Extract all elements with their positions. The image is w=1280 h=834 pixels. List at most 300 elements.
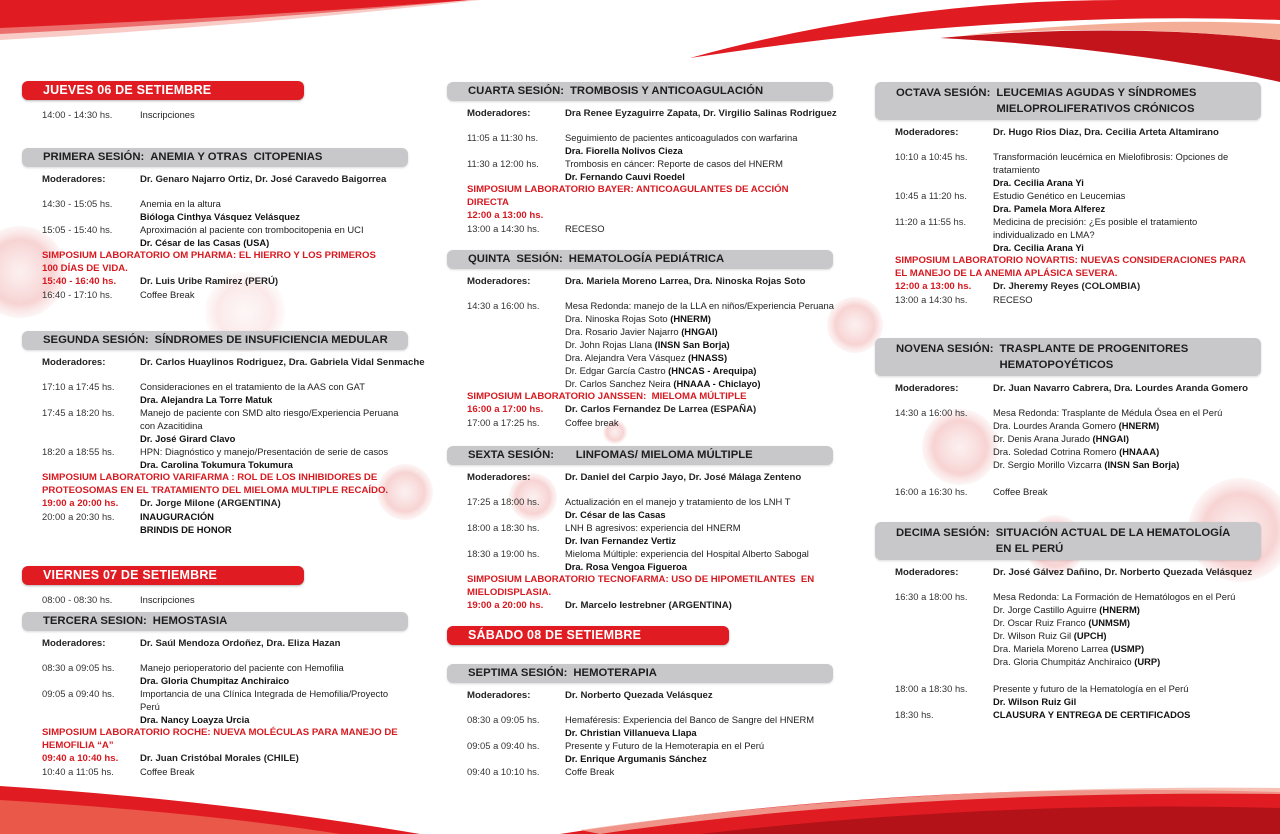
symposium-title: PROTEOSOMAS EN EL TRATAMIENTO DEL MIELOMA MULTIPLE RECAÍDO. bbox=[42, 485, 389, 496]
session-label: NOVENA SESIÓN: bbox=[896, 343, 994, 355]
symposium-title: SIMPOSIUM LABORATORIO JANSSEN: MIELOMA MÚLTIPLE bbox=[467, 391, 747, 402]
session-header bbox=[875, 522, 1261, 560]
session-label: TERCERA SESION: bbox=[43, 615, 147, 627]
symposium-speaker: Dr. Carlos Fernandez De Larrea (ESPAÑA) bbox=[565, 404, 757, 415]
session-title bbox=[996, 85, 1196, 117]
speaker-name bbox=[140, 432, 399, 445]
time-slot: 08:00 - 08:30 hs. bbox=[42, 594, 113, 605]
symposium-time: 16:00 a 17:00 hs. bbox=[467, 404, 544, 415]
session-title-line: SITUACIÓN ACTUAL DE LA HEMATOLOGÍA bbox=[995, 527, 1231, 539]
line-text: Manejo perioperatorio del paciente con Hemofilia bbox=[140, 662, 344, 673]
speaker-name bbox=[565, 170, 783, 183]
moderators-label: Moderadores: bbox=[42, 638, 106, 649]
session-title-line: HEMOTERAPIA bbox=[573, 667, 657, 679]
moderators-label: Moderadores: bbox=[895, 127, 959, 138]
line-text: Dr. Edgar García Castro bbox=[565, 365, 669, 376]
institution-tag: (HNERM) bbox=[1118, 420, 1160, 431]
topic-line bbox=[140, 661, 344, 674]
speaker-name bbox=[565, 144, 797, 157]
session-title-line: EN EL PERÚ bbox=[995, 543, 1064, 555]
topic-line bbox=[565, 521, 741, 534]
line-text: Dr. José Girard Clavo bbox=[140, 433, 236, 444]
session-section bbox=[875, 522, 1261, 721]
session-title-line: HEMATOLOGÍA PEDIÁTRICA bbox=[568, 253, 725, 265]
time-slot: 16:00 a 16:30 hs. bbox=[895, 486, 968, 497]
schedule-row bbox=[875, 485, 1261, 498]
topic-line bbox=[565, 351, 834, 364]
schedule-row bbox=[22, 288, 408, 301]
topic-line bbox=[565, 495, 790, 508]
moderators-names: Dr. Daniel del Carpio Jayo, Dr. José Málaga Zenteno bbox=[565, 472, 802, 483]
institution-tag: (HNCAS - Arequipa) bbox=[668, 365, 757, 376]
line-text: Dr. Denis Arana Jurado bbox=[993, 433, 1093, 444]
institution-tag: (HNASS) bbox=[688, 352, 728, 363]
speaker-name bbox=[140, 236, 364, 249]
session-title bbox=[576, 447, 753, 464]
time-slot: 20:00 a 20:30 hs. bbox=[42, 511, 115, 522]
speaker-name bbox=[993, 241, 1197, 254]
line-text: Dr. César de las Casas bbox=[565, 509, 666, 520]
time-slot: 18:00 a 18:30 hs. bbox=[467, 522, 540, 533]
row-content bbox=[565, 765, 614, 778]
topic-line bbox=[140, 380, 365, 393]
moderators-label: Moderadores: bbox=[42, 174, 106, 185]
time-slot: 10:45 a 11:20 hs. bbox=[895, 190, 967, 201]
session-title-line: ANEMIA Y OTRAS CITOPENIAS bbox=[150, 151, 323, 163]
topic-line bbox=[993, 458, 1222, 471]
topic-line bbox=[565, 416, 619, 429]
session-title bbox=[153, 613, 227, 630]
topic-line bbox=[565, 131, 797, 144]
row-content bbox=[993, 590, 1235, 668]
schedule-row bbox=[875, 708, 1261, 721]
institution-tag: (UPCH) bbox=[1073, 630, 1107, 641]
time-slot: 09:05 a 09:40 hs. bbox=[42, 688, 115, 699]
symposium-row bbox=[22, 752, 408, 765]
topic-line bbox=[140, 419, 399, 432]
line-text: Dra. Alejandra La Torre Matuk bbox=[140, 394, 273, 405]
session-header bbox=[875, 338, 1261, 376]
row-content bbox=[993, 406, 1222, 471]
speaker-name bbox=[140, 713, 388, 726]
line-text: Dra. Rosa Vengoa Figueroa bbox=[565, 561, 687, 572]
symposium-title: SIMPOSIUM LABORATORIO NOVARTIS: NUEVAS CONSIDERACIONES PARA bbox=[895, 255, 1246, 266]
schedule-row bbox=[22, 108, 408, 121]
day-section bbox=[447, 626, 833, 645]
line-text: LNH B agresivos: experiencia del HNERM bbox=[565, 522, 741, 533]
topic-line bbox=[140, 765, 195, 778]
time-slot: 14:30 a 16:00 hs. bbox=[895, 407, 968, 418]
day-section bbox=[22, 81, 408, 121]
line-text: Coffee Break bbox=[140, 289, 195, 300]
schedule-row bbox=[447, 299, 833, 390]
row-content bbox=[565, 547, 809, 573]
session-section bbox=[22, 148, 408, 301]
moderators bbox=[447, 275, 833, 288]
line-text: RECESO bbox=[565, 223, 605, 234]
session-label: CUARTA SESIÓN: bbox=[468, 85, 565, 97]
line-text: Dr. Wilson Ruiz Gil bbox=[993, 630, 1074, 641]
topic-line bbox=[565, 338, 834, 351]
topic-line bbox=[993, 485, 1048, 498]
line-text: CLAUSURA Y ENTREGA DE CERTIFICADOS bbox=[993, 709, 1191, 720]
moderators-label: Moderadores: bbox=[467, 690, 531, 701]
row-content bbox=[140, 406, 399, 445]
moderators-label: Moderadores: bbox=[467, 108, 531, 119]
session-title bbox=[573, 665, 656, 682]
speaker-name bbox=[565, 560, 809, 573]
symposium-title: HEMOFILIA “A” bbox=[42, 740, 114, 751]
topic-line bbox=[565, 222, 605, 235]
symposium-row bbox=[22, 275, 408, 288]
session-title bbox=[150, 149, 322, 166]
symposium-speaker: Dr. Luis Uribe Ramirez (PERÚ) bbox=[140, 276, 279, 287]
line-text: Dr. Jorge Castillo Aguirre bbox=[993, 604, 1100, 615]
moderators-names: Dra. Mariela Moreno Larrea, Dra. Ninoska Rojas Soto bbox=[565, 276, 806, 287]
line-text: HPN: Diagnóstico y manejo/Presentación de serie de casos bbox=[140, 446, 389, 457]
row-content bbox=[993, 189, 1125, 215]
line-text: Dr. John Rojas Llana bbox=[565, 339, 655, 350]
time-slot: 17:45 a 18:20 hs. bbox=[42, 407, 115, 418]
line-text: Dra. Rosario Javier Najarro bbox=[565, 326, 682, 337]
symposium-block bbox=[447, 573, 833, 612]
session-section bbox=[22, 331, 425, 536]
speaker-name bbox=[993, 176, 1228, 189]
line-text: Dra. Soledad Cotrina Romero bbox=[993, 446, 1120, 457]
moderators-names: Dr. Genaro Najarro Ortiz, Dr. José Caravedo Baigorrea bbox=[140, 174, 387, 185]
line-text: BRINDIS DE HONOR bbox=[140, 524, 232, 535]
line-text: Presente y Futuro de la Hemoterapia en el Perú bbox=[565, 740, 765, 751]
row-content bbox=[993, 485, 1048, 498]
line-text: Dra. Gloria Chumpitaz Anchiraico bbox=[140, 675, 290, 686]
session-title-line: LINFOMAS/ MIELOMA MÚLTIPLE bbox=[575, 449, 753, 461]
line-text: Dr. Carlos Sanchez Neira bbox=[565, 378, 674, 389]
line-text: Coffe Break bbox=[565, 766, 615, 777]
topic-line bbox=[140, 197, 300, 210]
row-content bbox=[565, 739, 764, 765]
session-title-line: MIELOPROLIFERATIVOS CRÓNICOS bbox=[996, 103, 1195, 115]
symposium-time: 12:00 a 13:00 hs. bbox=[895, 281, 972, 292]
session-header bbox=[22, 148, 408, 167]
topic-line bbox=[993, 150, 1228, 163]
row-content bbox=[140, 765, 195, 778]
row-content bbox=[140, 687, 388, 726]
row-content bbox=[140, 661, 344, 687]
moderators bbox=[22, 637, 408, 650]
speaker-name bbox=[140, 510, 232, 523]
line-text: Dr. Fernando Cauvi Roedel bbox=[565, 171, 685, 182]
speaker-name bbox=[140, 458, 388, 471]
session-title bbox=[996, 525, 1231, 557]
line-text: Coffee Break bbox=[993, 486, 1048, 497]
institution-tag: (URP) bbox=[1134, 656, 1161, 667]
session-header bbox=[447, 82, 833, 101]
schedule-row bbox=[875, 406, 1261, 471]
line-text: Hemaféresis: Experiencia del Banco de Sangre del HNERM bbox=[565, 714, 815, 725]
schedule-row bbox=[22, 661, 408, 687]
moderators bbox=[875, 566, 1261, 579]
moderators bbox=[22, 173, 408, 186]
session-title-line: LEUCEMIAS AGUDAS Y SÍNDROMES bbox=[996, 87, 1197, 99]
line-text: Manejo de paciente con SMD alto riesgo/Experiencia Peruana bbox=[140, 407, 399, 418]
topic-line bbox=[993, 293, 1033, 306]
symposium-time: 15:40 - 16:40 hs. bbox=[42, 276, 117, 287]
moderators-names: Dr. Norberto Quezada Velásquez bbox=[565, 690, 713, 701]
time-slot: 11:20 a 11:55 hs. bbox=[895, 216, 967, 227]
time-slot: 18:20 a 18:55 hs. bbox=[42, 446, 115, 457]
line-text: con Azacitidina bbox=[140, 420, 203, 431]
schedule-row bbox=[22, 223, 408, 249]
line-text: Medicina de precisión: ¿Es posible el tratamiento bbox=[993, 216, 1198, 227]
row-content bbox=[565, 222, 605, 235]
time-slot: 08:30 a 09:05 hs. bbox=[42, 662, 115, 673]
schedule-row bbox=[875, 215, 1261, 254]
symposium-row bbox=[447, 209, 833, 222]
line-text: tratamiento bbox=[993, 164, 1040, 175]
line-text: Actualización en el manejo y tratamiento de los LNH T bbox=[565, 496, 791, 507]
session-label: PRIMERA SESIÓN: bbox=[43, 151, 145, 163]
topic-line bbox=[140, 700, 388, 713]
line-text: Aproximación al paciente con trombocitopenia en UCI bbox=[140, 224, 364, 235]
topic-line bbox=[993, 163, 1228, 176]
row-content bbox=[140, 223, 364, 249]
row-content bbox=[565, 131, 797, 157]
session-title-line: HEMOSTASIA bbox=[152, 615, 228, 627]
line-text: Dra. Cecilia Arana Yi bbox=[993, 177, 1084, 188]
line-text: Dra. Nancy Loayza Urcia bbox=[140, 714, 250, 725]
line-text: Mesa Redonda: Trasplante de Médula Ósea en el Perú bbox=[993, 407, 1223, 418]
topic-line bbox=[565, 377, 834, 390]
time-slot: 13:00 a 14:30 hs. bbox=[467, 223, 540, 234]
schedule-row bbox=[875, 189, 1261, 215]
topic-line bbox=[993, 603, 1235, 616]
schedule-row bbox=[22, 593, 408, 606]
row-content bbox=[565, 521, 741, 547]
row-content bbox=[565, 157, 783, 183]
day-header: VIERNES 07 DE SETIEMBRE bbox=[22, 566, 304, 585]
symposium-title: 100 DÍAS DE VIDA. bbox=[42, 263, 128, 274]
speaker-name bbox=[565, 752, 764, 765]
topic-line bbox=[993, 215, 1197, 228]
speaker-name bbox=[565, 508, 790, 521]
line-text: Dra. Lourdes Aranda Gomero bbox=[993, 420, 1119, 431]
speaker-name bbox=[140, 210, 300, 223]
session-title bbox=[570, 83, 763, 100]
topic-line bbox=[993, 445, 1222, 458]
day-header: SÁBADO 08 DE SETIEMBRE bbox=[447, 626, 729, 645]
schedule-row bbox=[447, 765, 833, 778]
symposium-title: MIELODISPLASIA. bbox=[467, 587, 552, 598]
time-slot: 18:00 a 18:30 hs. bbox=[895, 683, 968, 694]
session-section bbox=[22, 612, 408, 778]
line-text: Perú bbox=[140, 701, 160, 712]
schedule-row bbox=[447, 521, 833, 547]
symposium-time: 12:00 a 13:00 hs. bbox=[467, 210, 544, 221]
session-label: OCTAVA SESIÓN: bbox=[896, 87, 991, 99]
session-label: SEGUNDA SESIÓN: bbox=[43, 334, 149, 346]
line-text: individualizado en LMA? bbox=[993, 229, 1095, 240]
row-content bbox=[565, 299, 834, 390]
symposium-block bbox=[22, 726, 408, 765]
schedule-row bbox=[875, 590, 1261, 668]
symposium-row bbox=[875, 280, 1261, 293]
institution-tag: (USMP) bbox=[1110, 643, 1145, 654]
symposium-speaker: Dr. Jorge Milone (ARGENTINA) bbox=[140, 498, 281, 509]
schedule-row bbox=[22, 445, 408, 471]
line-text: Dra. Pamela Mora Alferez bbox=[993, 203, 1106, 214]
symposium-row bbox=[447, 403, 833, 416]
schedule-row bbox=[447, 416, 833, 429]
schedule-row bbox=[22, 380, 408, 406]
institution-tag: (UNMSM) bbox=[1088, 617, 1131, 628]
schedule-row bbox=[447, 547, 833, 573]
line-text: Dr. Sergio Morillo Vizcarra bbox=[993, 459, 1105, 470]
session-label: SEPTIMA SESIÓN: bbox=[468, 667, 568, 679]
line-text: Mesa Redonda: manejo de la LLA en niños/Experiencia Peruana bbox=[565, 300, 834, 311]
topic-line bbox=[565, 299, 834, 312]
schedule-row bbox=[875, 150, 1261, 189]
session-section bbox=[447, 250, 833, 429]
speaker-name bbox=[993, 708, 1190, 721]
symposium-title: SIMPOSIUM LABORATORIO OM PHARMA: EL HIERRO Y LOS PRIMEROS bbox=[42, 250, 376, 261]
topic-line bbox=[140, 445, 388, 458]
symposium-row bbox=[447, 599, 833, 612]
time-slot: 09:05 a 09:40 hs. bbox=[467, 740, 540, 751]
symposium-title: SIMPOSIUM LABORATORIO BAYER: ANTICOAGULANTES DE ACCIÓN bbox=[467, 184, 789, 195]
session-section bbox=[875, 82, 1261, 306]
topic-line bbox=[565, 325, 834, 338]
session-title-line: SÍNDROMES DE INSUFICIENCIA MEDULAR bbox=[154, 334, 388, 346]
time-slot: 15:05 - 15:40 hs. bbox=[42, 224, 113, 235]
schedule-row bbox=[22, 406, 408, 445]
moderators bbox=[447, 471, 833, 484]
row-content bbox=[140, 445, 388, 471]
symposium-block bbox=[447, 390, 833, 416]
time-slot: 18:30 a 19:00 hs. bbox=[467, 548, 540, 559]
line-text: Inscripciones bbox=[140, 109, 195, 120]
schedule-row bbox=[22, 687, 408, 726]
row-content bbox=[140, 593, 195, 606]
session-title-line: TRASPLANTE DE PROGENITORES bbox=[999, 343, 1189, 355]
session-title bbox=[1000, 341, 1189, 373]
moderators-names: Dr. Carlos Huaylinos Rodriguez, Dra. Gabriela Vidal Senmache bbox=[140, 357, 425, 368]
moderators-label: Moderadores: bbox=[895, 383, 959, 394]
line-text: Dr. Wilson Ruiz Gil bbox=[993, 696, 1077, 707]
session-section bbox=[447, 664, 833, 778]
institution-tag: (HNGAI) bbox=[1092, 433, 1129, 444]
session-label: QUINTA SESIÓN: bbox=[468, 253, 563, 265]
symposium-title: DIRECTA bbox=[467, 197, 509, 208]
time-slot: 10:10 a 10:45 hs. bbox=[895, 151, 968, 162]
symposium-block bbox=[447, 183, 833, 222]
session-header bbox=[875, 82, 1261, 120]
schedule-row bbox=[22, 197, 408, 223]
symposium-speaker: Dr. Jheremy Reyes (COLOMBIA) bbox=[993, 281, 1141, 292]
symposium-time: 09:40 a 10:40 hs. bbox=[42, 753, 119, 764]
line-text: INAUGURACIÓN bbox=[140, 511, 214, 522]
topic-line bbox=[993, 590, 1235, 603]
speaker-name bbox=[993, 202, 1125, 215]
topic-line bbox=[993, 682, 1188, 695]
session-label: DECIMA SESIÓN: bbox=[896, 527, 990, 539]
time-slot: 17:00 a 17:25 hs. bbox=[467, 417, 540, 428]
topic-line bbox=[140, 288, 195, 301]
row-content bbox=[140, 197, 300, 223]
line-text: Estudio Genético en Leucemias bbox=[993, 190, 1126, 201]
topic-line bbox=[140, 223, 364, 236]
time-slot: 11:30 a 12:00 hs. bbox=[467, 158, 539, 169]
session-header bbox=[447, 250, 833, 269]
moderators-label: Moderadores: bbox=[42, 357, 106, 368]
schedule-row bbox=[447, 739, 833, 765]
speaker-name bbox=[140, 523, 232, 536]
schedule-row bbox=[447, 157, 833, 183]
moderators-names: Dr. Juan Navarro Cabrera, Dra. Lourdes Aranda Gomero bbox=[993, 383, 1249, 394]
time-slot: 14:00 - 14:30 hs. bbox=[42, 109, 113, 120]
moderators-names: Dr. Saúl Mendoza Ordoñez, Dra. Eliza Hazan bbox=[140, 638, 341, 649]
symposium-block bbox=[22, 471, 408, 510]
time-slot: 17:10 a 17:45 hs. bbox=[42, 381, 115, 392]
topic-line bbox=[565, 364, 834, 377]
line-text: Dr. Enrique Argumanis Sánchez bbox=[565, 753, 707, 764]
line-text: Presente y futuro de la Hematología en el Perú bbox=[993, 683, 1189, 694]
moderators-names: Dr. José Gálvez Dañino, Dr. Norberto Quezada Velásquez bbox=[993, 567, 1253, 578]
spacer bbox=[875, 668, 1261, 682]
session-section bbox=[447, 82, 837, 235]
session-label: SEXTA SESIÓN: bbox=[468, 449, 570, 461]
line-text: Bióloga Cinthya Vásquez Velásquez bbox=[140, 211, 300, 222]
moderators-names: Dra Renee Eyzaguirre Zapata, Dr. Virgilio Salinas Rodriguez bbox=[565, 108, 837, 119]
line-text: Dr. César de las Casas (USA) bbox=[140, 237, 270, 248]
line-text: Mesa Redonda: La Formación de Hematólogos en el Perú bbox=[993, 591, 1236, 602]
symposium-title: SIMPOSIUM LABORATORIO ROCHE: NUEVA MOLÉCULAS PARA MANEJO DE bbox=[42, 727, 398, 738]
topic-line bbox=[565, 765, 614, 778]
row-content bbox=[565, 416, 619, 429]
moderators bbox=[447, 689, 833, 702]
symposium-speaker: Dr. Juan Cristóbal Morales (CHILE) bbox=[140, 753, 299, 764]
topic-line bbox=[565, 312, 834, 325]
line-text: Dra. Alejandra Vera Vásquez bbox=[565, 352, 688, 363]
line-text: Dra. Mariela Moreno Larrea bbox=[993, 643, 1111, 654]
symposium-time: 19:00 a 20:00 hs. bbox=[467, 600, 544, 611]
line-text: Dra. Gloria Chumpitáz Anchiraico bbox=[993, 656, 1135, 667]
moderators-label: Moderadores: bbox=[895, 567, 959, 578]
topic-line bbox=[993, 655, 1235, 668]
line-text: Dra. Carolina Tokumura Tokumura bbox=[140, 459, 293, 470]
day-section bbox=[22, 566, 408, 606]
moderators-label: Moderadores: bbox=[467, 276, 531, 287]
line-text: Inscripciones bbox=[140, 594, 195, 605]
speaker-name bbox=[565, 534, 741, 547]
schedule-row bbox=[22, 765, 408, 778]
symposium-block bbox=[875, 254, 1261, 293]
row-content bbox=[993, 708, 1190, 721]
row-content bbox=[140, 380, 365, 406]
time-slot: 08:30 a 09:05 hs. bbox=[467, 714, 540, 725]
speaker-name bbox=[140, 393, 365, 406]
line-text: Dr. Oscar Ruiz Franco bbox=[993, 617, 1089, 628]
time-slot: 13:00 a 14:30 hs. bbox=[895, 294, 968, 305]
topic-line bbox=[140, 108, 195, 121]
schedule-row bbox=[447, 495, 833, 521]
row-content bbox=[140, 108, 195, 121]
time-slot: 16:40 - 17:10 hs. bbox=[42, 289, 113, 300]
time-slot: 11:05 a 11:30 hs. bbox=[467, 132, 539, 143]
schedule-row bbox=[447, 131, 833, 157]
moderators bbox=[22, 356, 425, 369]
schedule-row bbox=[22, 510, 408, 536]
time-slot: 17:25 a 18:00 hs. bbox=[467, 496, 540, 507]
